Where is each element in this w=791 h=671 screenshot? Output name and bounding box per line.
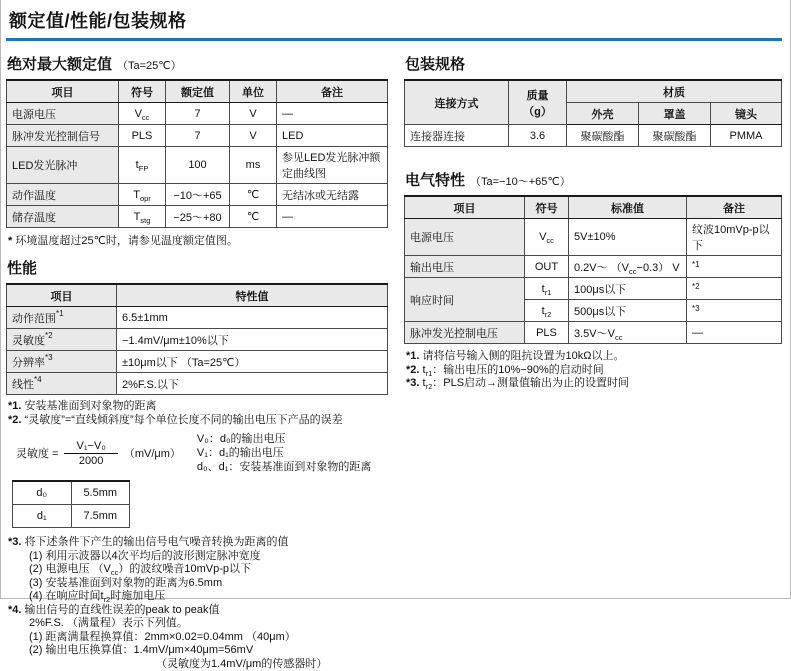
electrical-characteristics-table [404,195,782,344]
table-cell: 聚碳酸酯 [639,125,711,147]
note-line: *2. “灵敏度”=“直线倾斜度”每个单位长度不同的输出电压下产品的误差 [8,414,388,428]
table-row [405,125,782,147]
section-title: 绝对最大额定值 [7,56,112,73]
table-cell: 7.5mm [71,505,130,528]
formula-lhs: 灵敏度 = [16,445,58,461]
section-absolute-maximum-ratings [7,53,388,74]
table-row [405,256,782,278]
formula-denominator: 2000 [64,454,117,467]
table-row [405,278,782,300]
table-cell: ℃ [230,184,277,206]
section-electrical-characteristics [405,169,782,190]
table-row [7,184,388,206]
table-cell: 纹波10mVp-p以下 [687,219,782,256]
table-cell: 输出电压 [405,256,525,278]
distance-values-table [12,480,130,528]
table-cell: 7 [166,125,230,147]
table-cell: 连接器连接 [405,125,509,147]
section-packaging-specs [405,53,782,74]
table-cell: 6.5±1mm [117,307,388,329]
table-row [7,307,388,329]
table-cell: 100 [166,147,230,184]
header-cell: 外壳 [567,103,639,125]
two-column-layout [6,51,782,671]
table-cell: $t_{FP}$ [119,147,166,184]
header-cell: 额定值 [166,80,230,103]
table-cell: 5.5mm [71,481,130,505]
table-cell: V [230,125,277,147]
note-line: (1) 利用示波器以4次平均后的波形测定脉冲宽度 [8,550,388,564]
header-cell: 连接方式 [405,80,509,125]
table-cell: 响应时间 [405,278,525,322]
table-row [13,505,130,528]
table-cell: d₁ [13,505,72,528]
note-line: (4) 在响应时间$t_{r2}$时施加电压 [8,590,388,604]
table-cell: ℃ [230,206,277,228]
note-line: 2%F.S. （满量程）表示下列值。 [8,617,388,631]
table-cell: 100μs以下 [569,278,687,300]
title-underline [6,38,782,41]
formula-fraction [64,440,117,467]
table-row [7,373,388,395]
section-performance [7,257,388,278]
note-line: *1. 请将信号输入侧的阻抗设置为10kΩ以上。 [406,350,782,364]
table-cell: 7 [166,103,230,125]
packaging-specs-table [404,79,782,147]
table-cell: $T_{stg}$ [119,206,166,228]
header-cell: 备注 [277,80,388,103]
table-cell: 2%F.S.以下 [117,373,388,395]
table-cell: 线性$^{*4}$ [7,373,117,395]
header-cell: 标准值 [569,196,687,219]
table-cell: PMMA [711,125,782,147]
header-cell: 符号 [119,80,166,103]
page-title: 额定值/性能/包装规格 [6,5,782,38]
table-cell: 脉冲发光控制信号 [7,125,119,147]
definition-line: d₀、d₁：安装基准面到对象物的距离 [197,460,372,474]
table-cell: $t_{r2}$ [525,300,569,322]
table-cell: 0.2V～ $(V_{cc}-0.3)$ V [569,256,687,278]
section-title: 电气特性 [405,172,465,189]
table-cell: *2 [687,278,782,300]
table-cell: 储存温度 [7,206,119,228]
table-header-row [405,196,782,219]
table-cell: d₀ [13,481,72,505]
note-line: *1. 安装基准面到对象物的距离 [8,400,388,414]
header-cell: 罩盖 [639,103,711,125]
table-header-row [7,284,388,307]
table-cell: PLS [525,322,569,344]
note-line: *2. $t_{r1}$：输出电压的10%−90%的启动时间 [406,364,782,378]
electrical-notes [406,350,782,391]
table-cell: 电源电压 [405,219,525,256]
table-cell: $T_{opr}$ [119,184,166,206]
table-cell: *3 [687,300,782,322]
table-row [7,329,388,351]
header-cell: 材质 [567,80,782,103]
section-title: 包装规格 [405,56,465,73]
section-condition: （Ta=−10～+65℃） [470,176,571,188]
table-cell: $V_{cc}$ [525,219,569,256]
header-cell: 单位 [230,80,277,103]
table-cell: 参见LED发光脉冲额定曲线图 [277,147,388,184]
table-cell: 5V±10% [569,219,687,256]
table-cell: $V_{cc}$ [119,103,166,125]
table-cell: 无结冰或无结露 [277,184,388,206]
header-cell: 项目 [7,284,117,307]
header-cell: 项目 [405,196,525,219]
table-cell: $t_{r1}$ [525,278,569,300]
table-header-row [7,80,388,103]
table-cell: ±10μm以下 （Ta=25℃） [117,351,388,373]
table-cell: PLS [119,125,166,147]
table-row [13,481,130,505]
table-cell: 聚碳酸酯 [567,125,639,147]
table-row [405,219,782,256]
right-column [404,51,782,671]
header-cell: 项目 [7,80,119,103]
header-cell: 备注 [687,196,782,219]
note-line: （灵敏度为1.4mV/μm的传感器时） [8,658,388,671]
abs-max-footnote: * 环境温度超过25℃时，请参见温度额定值图。 [8,232,388,248]
table-cell: LED [277,125,388,147]
table-cell: — [277,103,388,125]
table-row [7,147,388,184]
formula-definitions [197,432,372,474]
table-cell: −25～+80 [166,206,230,228]
table-cell: OUT [525,256,569,278]
header-cell: 符号 [525,196,569,219]
table-cell: V [230,103,277,125]
note-line: (2) 电源电压 $(V_{cc})$的波纹噪音10mVp-p以下 [8,563,388,577]
performance-notes [8,400,388,671]
sensitivity-formula [16,432,388,474]
table-cell: 500μs以下 [569,300,687,322]
note-line: (2) 输出电压换算值：1.4mV/μm×40μm=56mV [8,644,388,658]
table-cell: 灵敏度$^{*2}$ [7,329,117,351]
table-cell: −1.4mV/μm±10%以下 [117,329,388,351]
table-cell: 电源电压 [7,103,119,125]
note-line: (3) 安装基准面到对象物的距离为6.5mm [8,577,388,591]
table-cell: 分辨率$^{*3}$ [7,351,117,373]
table-cell: 动作温度 [7,184,119,206]
table-cell: 动作范围$^{*1}$ [7,307,117,329]
header-cell: 镜头 [711,103,782,125]
note-line: *3. 将下述条件下产生的输出信号电气噪音转换为距离的值 [8,536,388,550]
formula-numerator: V₁−V₀ [64,440,117,454]
note-line: *4. 输出信号的直线性误差的peak to peak值 [8,604,388,618]
table-cell: $3.5V\sim V_{cc}$ [569,322,687,344]
section-title: 性能 [7,260,37,277]
table-header-row [405,80,782,103]
table-cell: — [687,322,782,344]
definition-line: V₀：d₀的输出电压 [197,432,372,446]
table-row [7,351,388,373]
definition-line: V₁：d₁的输出电压 [197,446,372,460]
header-cell: 质量 （g） [509,80,567,125]
table-row [7,206,388,228]
table-cell: 3.6 [509,125,567,147]
table-row [7,125,388,147]
table-cell: 脉冲发光控制电压 [405,322,525,344]
table-cell: *1 [687,256,782,278]
performance-table [6,283,388,395]
table-cell: ms [230,147,277,184]
table-cell: −10～+65 [166,184,230,206]
note-line: *3. $t_{r2}$：PLS启动→测量值输出为止的设置时间 [406,377,782,391]
formula-unit: （mV/μm） [124,445,181,461]
abs-max-ratings-table [6,79,388,228]
note-line: (1) 距离满量程换算值：2mm×0.02=0.04mm （40μm） [8,631,388,645]
table-row [7,103,388,125]
left-column [6,51,388,671]
section-condition: （Ta=25℃） [117,60,182,72]
header-cell: 特性值 [117,284,388,307]
table-cell: — [277,206,388,228]
table-row [405,322,782,344]
table-cell: LED发光脉冲 [7,147,119,184]
